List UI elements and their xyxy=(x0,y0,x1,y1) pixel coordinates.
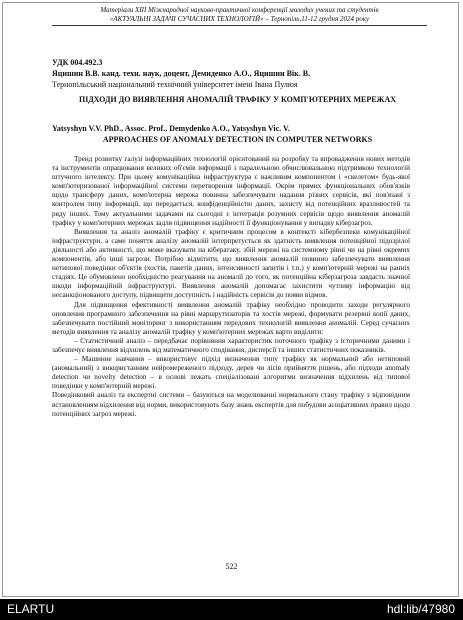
list-item-machine-learning: – Машинне навчання – використовує підхід визначення типу трафіку як нормальний або нетиповий (аномальний) з використанням нейромереженого підходу, дерев чи лісів прийняття рішень, або підходи anomaly detection чи novelty detection – в основі лежать спеціалізовані алгоритми визначення відхилень від типової поведінки у комп'ютерній мережі. xyxy=(52,355,410,391)
paper-title-english: APPROACHES OF ANOMALY DETECTION IN COMPUTER NETWORKS xyxy=(102,135,373,144)
udk-code: УДК 004.492.3 xyxy=(52,58,103,67)
repository-name: ELARTU xyxy=(7,602,55,616)
page-number: 522 xyxy=(225,562,238,571)
university-affiliation: Тернопільський національний технічний університет імені Івана Пулюя xyxy=(52,80,298,89)
repository-footer xyxy=(0,599,463,620)
paper-title-ukrainian: ПІДХОДИ ДО ВИЯВЛЕННЯ АНОМАЛІЙ ТРАФІКУ У КОМП'ЮТЕРНИХ МЕРЕЖАХ xyxy=(78,95,397,104)
handle-identifier[interactable]: hdl:lib/47980 xyxy=(386,602,455,616)
paper-body xyxy=(52,155,410,419)
conference-header xyxy=(52,6,427,26)
body-paragraph: Тренд розвитку галузі інформаційних технологій орієнтований на розробку та впровадження нових методів та інструментів опрацювання великих об'ємів інформації з паралельною обчислювальною підтримкою технологій штучного інтелекту. При цьому комунікаційна інфраструктура є важливим компонентом і «скелетом» будь-якої комп'ютеризованої інформаційної системи перетворення інформації. Окрім прямих функціональних обов'язків щодо трансферу даних, комп'ютерна мережа повинна забезпечувати надання різних сервісів, які пов'язані з контролем типу інформації, що передається, конфіденційністю даних, захисту від потенційних вразливостей та ряду інших. Тому актуальними задачами на сьогодні є інтеграція розумних сервісів щодо виявлення аномалій трафіку у комп'ютерних мережах задля підвищення надійності її функціонування у випадку кіберзагроз. xyxy=(52,155,410,227)
body-paragraph: Для підвищення ефективності виявлення аномалій трафіку необхідно проводити заходи регулярного оновлення програмного забезпечення на рівні маршрутизаторів та хостів мережі, формувати резервні копії даних, забезпечувати постійний моніторинг з використанням передових технологій виявлення аномалій. Серед сучасних методів виявлення та аналізу аномалій трафіку у комп'ютерних мережах варто виділити: xyxy=(52,300,410,336)
body-paragraph: Поведінковий аналіз та експертні системи – базуються на моделюванні нормального стану трафіку з відповідним встановленням відхилення від норми, використовують базу знань експертів для побудови асоціативних правил щодо потенційних загроз мережі. xyxy=(52,391,410,418)
list-item-statistical: – Статистичний аналіз – передбачає порівняння характеристик поточного трафіку з історичними даними і забезпечує виявлення відхилень від математичного сподівання, дисперсії та інших статистичних показників. xyxy=(52,336,410,354)
authors-ukrainian: Яцишин В.В. канд. техн. наук, доцент, Демиденко А.О., Яцишин Вік. В. xyxy=(52,69,311,78)
authors-english: Yatsyshyn V.V. PhD., Assoc. Prof., Demydenko A.O., Yatsyshyn Vic. V. xyxy=(52,124,290,133)
header-line-1: Матеріали XIII Міжнародної науково-практичної конференції молодих учених та студентів xyxy=(100,6,379,14)
body-paragraph: Виявлення та аналіз аномалій трафіку є критичним процесом в контексті кібербезпеки комунікаційної інфраструктури, а саме поняття аналізу аномалій інтерпретується як здатність виявлення потенційної підозрілої діяльності або активності, що може вказувати на кібератаку, збій мережі на системному рівні чи на рівні окремих компонентів, або інші загрози. Потрібно відмітити, що виявлення аномалій повинно забезпечувати виявлення нетипової поведінки об'єктів (хостів, пакетів даних, інтенсивності запитів і т.п.) у комп'ютерній мережі на ранніх стадіях. Це обумовлено необхідністю реагування на аномалії до того, як потенційна кіберзагроза завдасть значної шкоди інформаційній інфраструктурі. Виявлення аномалій допомагає захистити чутливу інформацію від несанкціонованого доступу, підвищити доступність і надійність сервісів до появи відмов. xyxy=(52,227,410,300)
header-line-2: «АКТУАЛЬНІ ЗАДАЧІ СУЧАСНИХ ТЕХНОЛОГІЙ» – Тернопіль,11-12 грудня 2024 року xyxy=(109,14,370,23)
